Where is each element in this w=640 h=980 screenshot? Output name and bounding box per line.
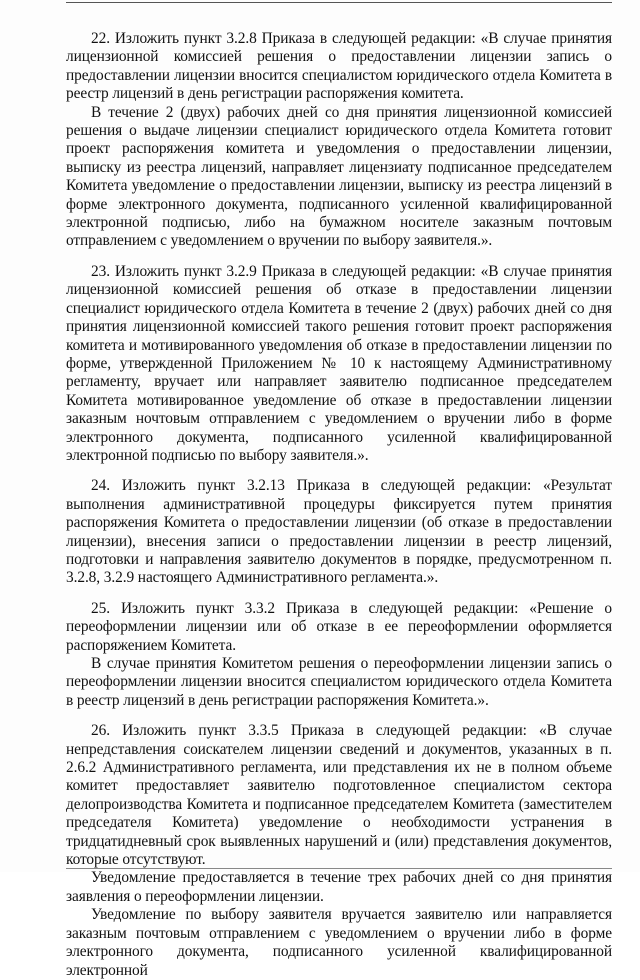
paragraph-item-23: 23. Изложить пункт 3.2.9 Приказа в следующей редакции: «В случае принятия лицензионной комиссией решения об отказе в предоставлении лицензии специалист юридического отдела Комитета в течение 2 (двух) рабочих дней со дня принятия лицензионной комиссией такого решения готовит проект распоряжения комитета и мотивированного уведомления об отказе в предоставлении лицензии по форме, утвержденной Приложением № 10 к настоящему Административному регламенту, вручает или направляет заявителю подписанное председателем Комитета мотивированное уведомление об отказе в предоставлении лицензии заказным ночтовым отправлением с уведомлением о вручении либо в форме электронного документа, подписанного усиленной квалифицированной электронной подписью по выбору заявителя.».	[66, 262, 612, 464]
paragraph-item-22-continuation: В течение 2 (двух) рабочих дней со дня принятия лицензионной комиссией решения о выдаче лицензии специалист юридического отдела Комитета готовит проект распоряжения комитета и уведомления о предоставлении лицензии, выписку из реестра лицензий, направляет лицензиату подписанное председателем Комитета уведомление о предоставлении лицензии, выписку из реестра лицензий в форме электронного документа, подписанного усиленной квалифицированной электронной подписью, либо на бумажном носителе заказным почтовым отправлением с уведомлением о вручении по выбору заявителя.».	[66, 103, 612, 250]
paragraph-item-24: 24. Изложить пункт 3.2.13 Приказа в следующей редакции: «Результат выполнения административной процедуры фиксируется путем принятия распоряжения Комитета о предоставлении лицензии (об отказе в предоставлении лицензии), внесения записи о предоставлении лицензии в реестр лицензий, подготовки и направления заявителю документов в порядке, предусмотренном п. 3.2.8, 3.2.9 настоящего Административного регламента.».	[66, 477, 612, 587]
paragraph-item-22: 22. Изложить пункт 3.2.8 Приказа в следующей редакции: «В случае принятия лицензионной комиссией решения о предоставлении лицензии запись о предоставлении лицензии вносится специалистом юридического отдела Комитета в реестр лицензий в день регистрации распоряжения комитета.	[66, 30, 612, 103]
paragraph-item-25-continuation: В случае принятия Комитетом решения о переоформлении лицензии запись о переоформлении лицензии вносится специалистом юридического отдела Комитета в реестр лицензий в день регистрации распоряжения Комитета.».	[66, 655, 612, 709]
bottom-cut-line	[66, 868, 612, 869]
paragraph-item-26-notice-delivery: Уведомление по выбору заявителя вручается заявителю или направляется заказным почтовым отправлением с уведомлением о вручении либо в форме электронного документа, подписанного усиленной квалифицированной электронной	[66, 906, 612, 979]
paragraph-item-25: 25. Изложить пункт 3.3.2 Приказа в следующей редакции: «Решение о переоформлении лицензии или об отказе в ее переоформлении оформляется распоряжением Комитета.	[66, 599, 612, 654]
document-body	[66, 30, 612, 980]
paragraph-item-26: 26. Изложить пункт 3.3.5 Приказа в следующей редакции: «В случае непредставления соискателем лицензии сведений и документов, указанных в п. 2.6.2 Административного регламента, или представления их не в полном объеме комитет предоставляет заявителю подготовленное специалистом сектора делопроизводства Комитета и подписанное председателем Комитета (заместителем председателя Комитета) уведомление о необходимости устранения в тридцатидневный срок выявленных нарушений и (или) представления документов, которые отсутствуют.	[66, 722, 612, 869]
top-cut-line	[66, 2, 612, 3]
paragraph-item-26-notice-term: Уведомление предоставляется в течение трех рабочих дней со дня принятия заявления о переоформлении лицензии.	[66, 869, 612, 905]
